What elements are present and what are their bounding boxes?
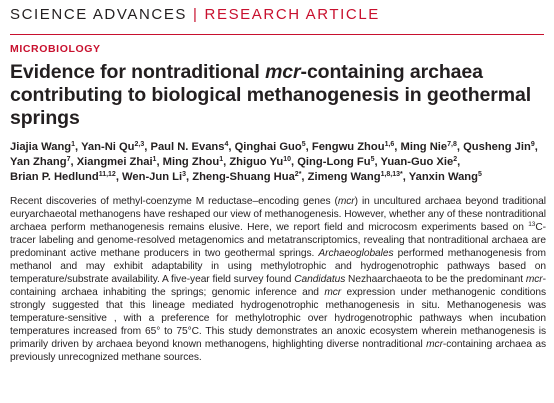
author-name[interactable]: Qing-Long Fu	[297, 155, 371, 168]
author[interactable]	[163, 156, 223, 168]
author[interactable]	[297, 156, 374, 168]
article-type: RESEARCH ARTICLE	[204, 6, 380, 23]
author-name[interactable]: Qusheng Jin	[463, 141, 531, 153]
author-name[interactable]: Xiangmei Zhai	[76, 155, 153, 168]
author-affiliation[interactable]: 1,6	[384, 141, 395, 148]
abstract-italic: mcr	[426, 338, 443, 350]
author[interactable]	[122, 171, 186, 183]
author-name[interactable]: Ming Zhou	[162, 155, 220, 168]
abstract-text: -containing archaea as previously unrecognized methane sources.	[10, 338, 546, 363]
abstract-superscript: 13	[528, 221, 536, 229]
author-affiliation[interactable]: 9	[530, 141, 535, 148]
abstract-italic: Candidatus	[294, 274, 346, 286]
author[interactable]	[10, 156, 70, 168]
title-italic-mcr: mcr	[265, 61, 301, 83]
journal-header	[10, 6, 544, 28]
abstract-text: ) in uncultured archaea beyond traditional euryarchaeotal methanogens have reshaped our view of methanogenesis. However, whether any of these nontraditional archaea perform methanogenesis remains elusive. Here, we report field and microcosm experiments based on	[10, 196, 546, 234]
abstract-text: C-tracer labeling and genome-resolved metagenomics and metatranscriptomics, revealing that nontraditional archaea are predominant active methane producers in two geothermal springs.	[10, 222, 546, 260]
author-affiliation[interactable]: 2	[453, 155, 458, 163]
header-separator: |	[193, 6, 199, 23]
abstract-text: expression under methanogenic conditions strongly suggested that this lineage mediated hydrogenotrophic methanogenesis in situ. Methanogenesis was temperature-sensitive , with a preference for methylotrophic over hydrogenotrophic pathways when incubation temperatures increased from 65° to 75°C. This study demonstrates an anoxic ecosystem wherein methanogenesis is primarily driven by archaea beyond known methanogens, highlighting diverse nontraditional	[10, 287, 546, 350]
author-affiliation[interactable]: 10	[283, 155, 292, 163]
author-name[interactable]: Paul N. Evans	[150, 141, 225, 153]
abstract-text: Recent discoveries of methyl-coenzyme M reductase–encoding genes (	[10, 196, 338, 208]
author-name[interactable]: Yan-Ni Qu	[81, 141, 135, 153]
author-affiliation[interactable]: 11,12	[98, 170, 116, 178]
author[interactable]	[150, 141, 228, 153]
author[interactable]	[81, 141, 144, 153]
author-affiliation[interactable]: 2*	[294, 170, 302, 178]
author[interactable]	[10, 141, 75, 153]
abstract-italic: mcr	[324, 287, 342, 299]
author-affiliation[interactable]: 1	[219, 155, 224, 163]
author-affiliation[interactable]: 2,3	[134, 141, 145, 148]
header-rule	[10, 34, 544, 35]
author[interactable]	[380, 156, 457, 168]
author-affiliation[interactable]: 5	[477, 170, 482, 178]
author-affiliation[interactable]: 7,8	[447, 141, 457, 148]
author-name[interactable]: Yanxin Wang	[408, 170, 478, 183]
author[interactable]	[463, 141, 535, 153]
author-name[interactable]: Ming Nie	[400, 141, 448, 153]
author-name[interactable]: Yuan-Guo Xie	[380, 155, 454, 168]
author-name[interactable]: Fengwu Zhou	[311, 141, 385, 153]
author[interactable]	[77, 156, 157, 168]
author-affiliation[interactable]: 5	[370, 155, 375, 163]
author[interactable]	[10, 171, 116, 183]
abstract	[10, 196, 546, 364]
subject-category[interactable]: MICROBIOLOGY	[10, 43, 101, 55]
title-part-2: -containing archaea contributing to biological methanogenesis in geothermal springs	[10, 61, 532, 129]
abstract-text: -containing archaea inhabiting the springs; genomic inference and	[10, 274, 546, 299]
author-list: Jiajia Wang$^1$, Yan-Ni Qu$^{2,3}$, Paul N. Evans$^4$, Qinghai Guo$^5$, Fengwu Zhou$^{1,6}$, Ming Nie$^{7,8}$, Qusheng Jin$^9$, Yan Zhang$^7$, Xiangmei Zhai$^1$, Ming Zhou$^1$, Zhiguo Yu$^{10}$, Qing-Long Fu$^5$, Yuan-Guo Xie$^2$, Brian P. Hedlund$^{11,12}$, Wen-Jun Li$^3$, Zheng-Shuang Hua$^{2*}$, Zimeng Wang$^{1,8,13*}$, Yanxin Wang$^5$	[10, 141, 538, 183]
author[interactable]	[308, 171, 403, 183]
abstract-italic: Archaeoglobales	[318, 248, 394, 260]
author-name[interactable]: Yan Zhang	[10, 155, 67, 168]
author[interactable]	[409, 171, 482, 183]
author[interactable]	[401, 141, 457, 153]
author-affiliation[interactable]: 5	[301, 141, 306, 148]
author[interactable]	[235, 141, 306, 153]
article-title	[10, 61, 544, 130]
author-name[interactable]: Wen-Jun Li	[122, 170, 183, 183]
abstract-italic: mcr	[337, 196, 355, 208]
author-affiliation[interactable]: 1	[71, 141, 76, 148]
author-affiliation[interactable]: 7	[66, 155, 71, 163]
author-affiliation[interactable]: 4	[224, 141, 229, 148]
author-affiliation[interactable]: 3	[182, 170, 187, 178]
author[interactable]	[192, 171, 301, 183]
author-name[interactable]: Brian P. Hedlund	[10, 170, 99, 183]
abstract-text: Nezhaarchaeota to be the predominant	[345, 274, 526, 286]
author-name[interactable]: Qinghai Guo	[234, 141, 302, 153]
author-affiliation[interactable]: 1	[152, 155, 157, 163]
author[interactable]	[312, 141, 394, 153]
author-name[interactable]: Zheng-Shuang Hua	[192, 170, 295, 183]
abstract-italic: mcr	[525, 274, 543, 286]
author-affiliation[interactable]: 1,8,13*	[380, 170, 403, 178]
journal-name[interactable]: SCIENCE ADVANCES	[10, 6, 188, 23]
author-name[interactable]: Zhiguo Yu	[229, 155, 284, 168]
author[interactable]	[229, 156, 291, 168]
title-part-1: Evidence for nontraditional	[10, 61, 266, 83]
author-name[interactable]: Zimeng Wang	[307, 170, 381, 183]
author-name[interactable]: Jiajia Wang	[10, 141, 72, 153]
abstract-text: performed methanogenesis from methanol and may exhibit adaptability in using methylotrophic and hydrogenotrophic pathways based on temperature/substrate availability. A five-year field survey found	[10, 248, 546, 286]
